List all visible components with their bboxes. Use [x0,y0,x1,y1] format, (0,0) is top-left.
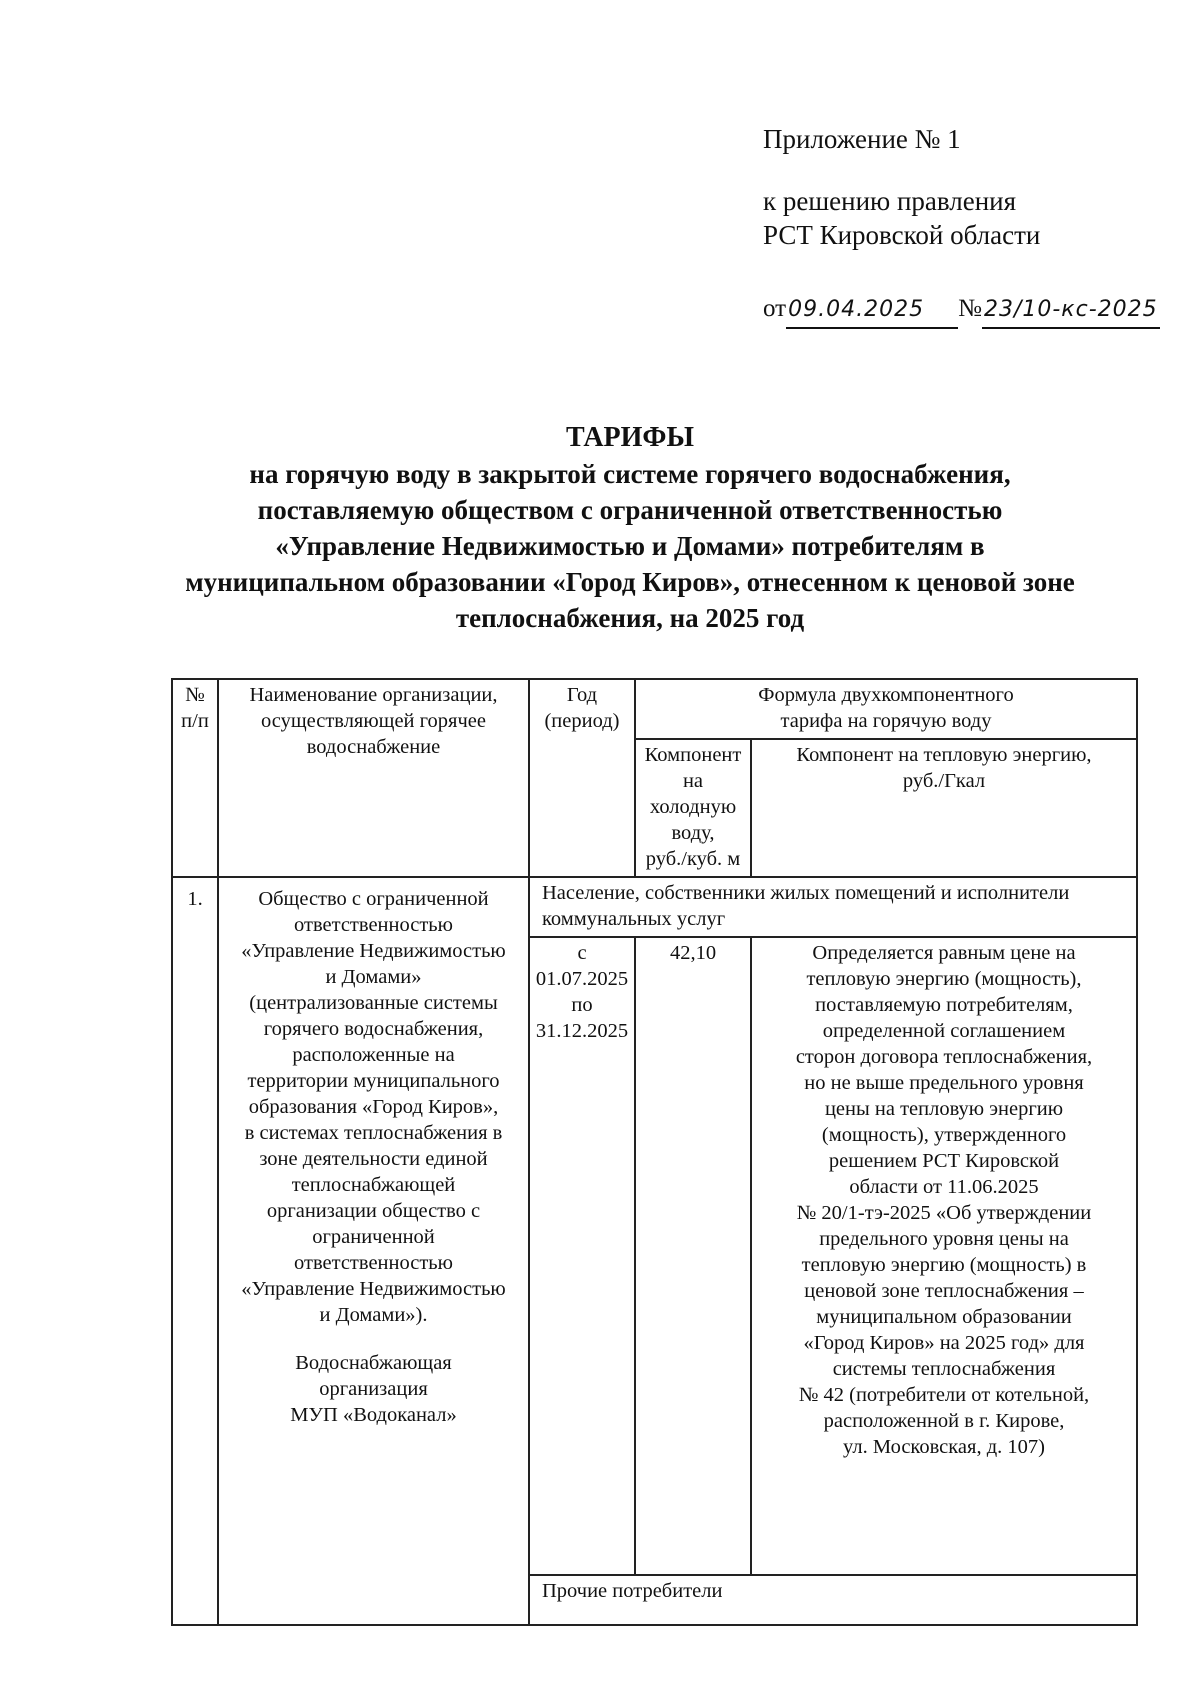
tariffs-table [171,678,1138,1626]
annex-block [763,122,1040,252]
title-line: на горячую воду в закрытой системе горячего водоснабжения, [249,459,1011,489]
title-line: теплоснабжения, на 2025 год [455,603,805,633]
cold-water-value: 42,10 [635,937,751,1575]
header-cold-component: Компонент на холодную воду, руб./куб. м [635,739,751,877]
consumer-group-population: Население, собственники жилых помещений и исполнители коммунальных услуг [529,877,1137,937]
table-header-row [172,679,1137,739]
header-organization: Наименование организации, осуществляющей горячее водоснабжение [218,679,529,877]
title-main: ТАРИФЫ [566,422,694,453]
header-num: № п/п [172,679,218,877]
handwritten-number: 23/10-кс-2025 [982,293,1160,329]
heat-energy-description: Определяется равным цене на тепловую энергию (мощность), поставляемую потребителям, определенной соглашением сторон договора теплоснабжения, но не выше предельного уровня цены на тепловую энергию (мощность), утвержденного решением РСТ Кировской области от 11.06.2025 № 20/1-тэ-2025 «Об утверждении предельного уровня цены на тепловую энергию (мощность) в ценовой зоне теплоснабжения – муниципальном образовании «Город Киров» на 2025 год» для системы теплоснабжения № 42 (потребители от котельной, расположенной в г. Кирове, ул. Московская, д. 107) [751,937,1137,1575]
consumer-group-other: Прочие потребители [529,1575,1137,1625]
row-num: 1. [172,877,218,1625]
row-organization: Общество с ограниченной ответственностью «Управление Недвижимостью и Домами» (централизованные системы горячего водоснабжения, расположенные на территории муниципального образования «Город Киров», в системах теплоснабжения в зоне деятельности единой теплоснабжающей организации общество с ограниченной ответственностью «Управление Недвижимостью и Домами»). Водоснабжающая организация МУП «Водоканал» [218,877,529,1625]
title-line: «Управление Недвижимостью и Домами» потребителям в [275,531,985,561]
header-formula: Формула двухкомпонентного тарифа на горячую воду [635,679,1137,739]
annex-decision-line2: РСТ Кировской области [763,220,1041,250]
period-cell: с 01.07.2025 по 31.12.2025 [529,937,635,1575]
header-heat-component: Компонент на тепловую энергию, руб./Гкал [751,739,1137,877]
header-year: Год (период) [529,679,635,877]
annex-title: Приложение № 1 [763,124,961,154]
number-prefix: № [958,295,982,322]
table-row-group1-label [172,877,1137,937]
supplier-label: Водоснабжающая [295,1352,452,1374]
document-title [150,420,1110,636]
handwritten-date: 09.04.2025 [786,293,958,329]
from-prefix: от [763,295,787,322]
title-line: поставляемую обществом с ограниченной ответственностью [257,495,1003,525]
title-line: муниципальном образовании «Город Киров», отнесенном к ценовой зоне [185,567,1075,597]
annex-decision-line1: к решению правления [763,186,1017,216]
decision-reference [763,292,1160,329]
